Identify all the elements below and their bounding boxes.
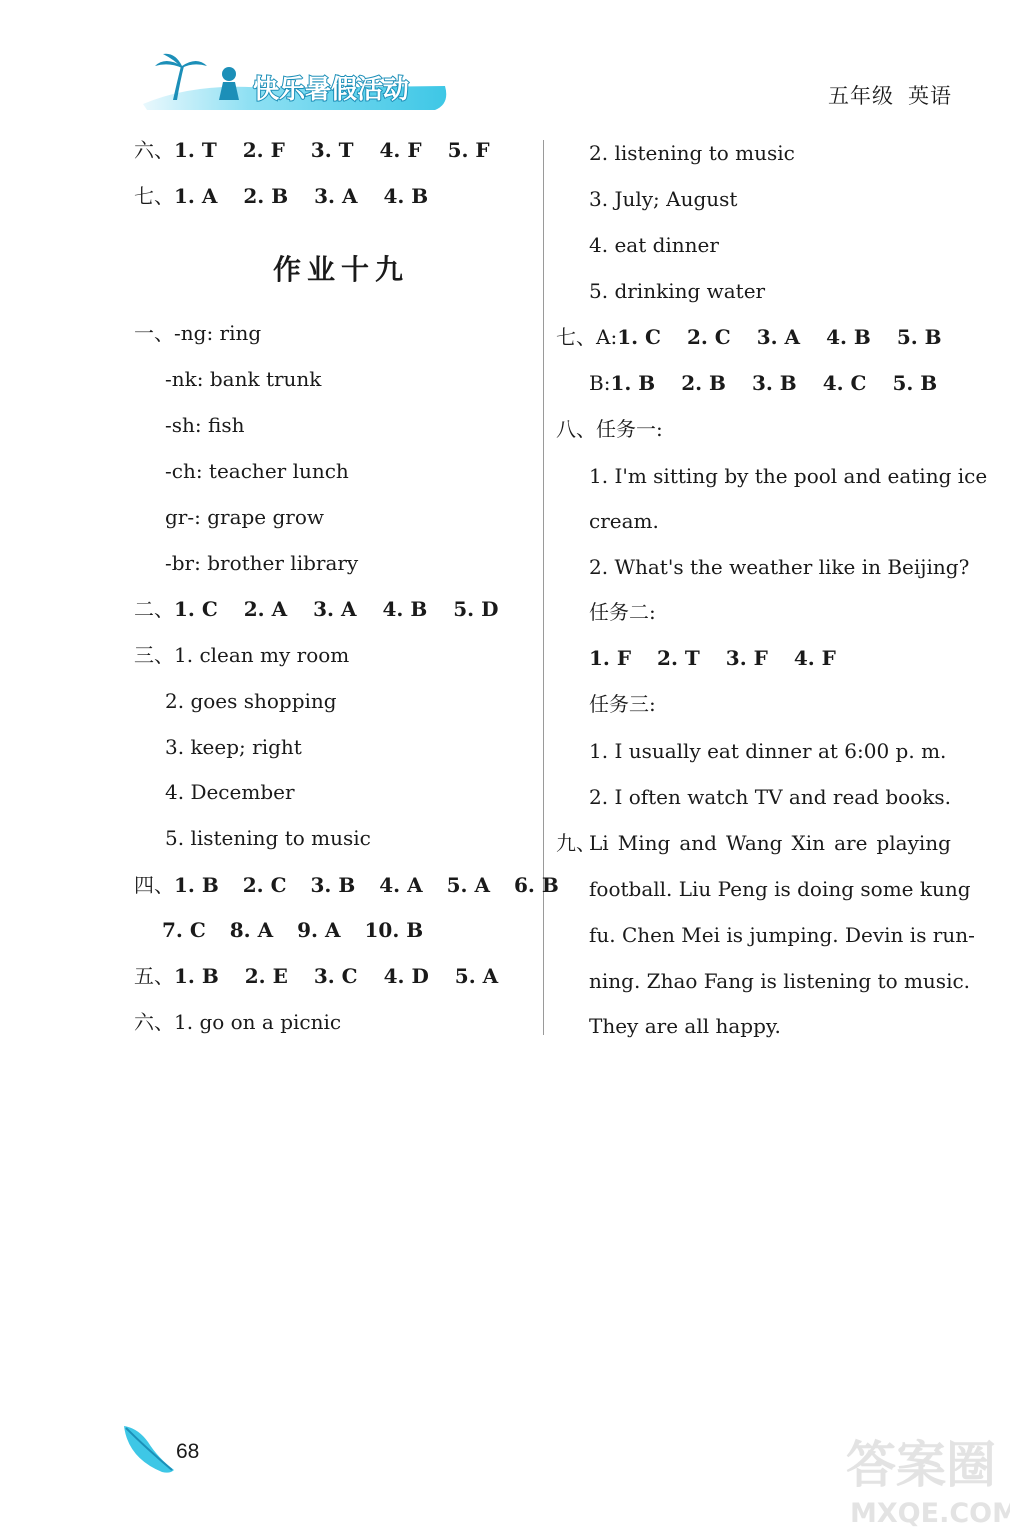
banner-art <box>135 52 450 112</box>
q6-answer-4: 4. eat dinner <box>589 233 719 257</box>
q6-first-answer: 六、1. go on a picnic <box>134 1010 342 1034</box>
q9-line-3: fu. Chen Mei is jumping. Devin is run- <box>589 923 975 947</box>
q8-task3-answer-2: 2. I often watch TV and read books. <box>589 785 951 809</box>
q7-part-b: B:1. B 2. B 3. B 4. C 5. B <box>589 371 938 395</box>
q1-line-6: -br: brother library <box>165 551 359 575</box>
q9-line-2: football. Liu Peng is doing some kung <box>589 877 971 901</box>
q6-answer-5: 5. drinking water <box>589 279 766 303</box>
q1-line-1: 一、-ng: ring <box>134 321 262 345</box>
q9-line-4: ning. Zhao Fang is listening to music. <box>589 969 971 993</box>
banner-title: 快乐暑假活动 <box>253 75 410 105</box>
header-banner <box>135 52 450 112</box>
q3-line-4: 4. December <box>165 780 295 804</box>
q1-line-3: -sh: fish <box>165 413 245 437</box>
q4-row-2: 7. C 8. A 9. A 10. B <box>162 918 424 942</box>
q1-line-5: gr-: grape grow <box>165 505 325 529</box>
grade-subject <box>828 80 952 110</box>
q3-line-5: 5. listening to music <box>165 826 371 850</box>
q8-task1-answer-2: 2. What's the weather like in Beijing? <box>589 555 970 579</box>
q9-label: 九、 <box>556 831 596 855</box>
q3-line-2: 2. goes shopping <box>165 689 337 713</box>
prev-q6-answers: 六、1. T 2. F 3. T 4. F 5. F <box>134 138 490 162</box>
watermark-logo <box>840 1420 1010 1530</box>
grade-label: 五年级 <box>828 84 894 108</box>
q5-answers: 五、1. B 2. E 3. C 4. D 5. A <box>134 964 499 988</box>
svg-text:MXQE.COM: MXQE.COM <box>850 1498 1010 1529</box>
page-number: 68 <box>176 1440 200 1463</box>
q8-task2-label: 任务二: <box>589 600 656 624</box>
subject-label: 英语 <box>908 84 952 108</box>
q1-line-2: -nk: bank trunk <box>165 367 322 391</box>
q8-task1-answer-1: 1. I'm sitting by the pool and eating ice <box>589 464 988 488</box>
column-divider <box>543 140 544 1035</box>
q8-task3-label: 任务三: <box>589 692 656 716</box>
q9-line-1: Li Ming and Wang Xin are playing <box>589 831 951 855</box>
q8-task1-answer-1-cont: cream. <box>589 509 659 533</box>
svg-text:答案圈: 答案圈 <box>846 1436 996 1494</box>
q3-line-3: 3. keep; right <box>165 735 302 759</box>
leaf-icon <box>118 1418 178 1478</box>
q6-answer-2: 2. listening to music <box>589 141 795 165</box>
child-figure-icon <box>219 67 239 100</box>
q9-line-5: They are all happy. <box>589 1014 781 1038</box>
section-title: 作业十九 <box>273 253 410 286</box>
q3-line-1: 三、1. clean my room <box>134 643 350 667</box>
q8-task2-answers: 1. F 2. T 3. F 4. F <box>589 646 836 670</box>
q8-task3-answer-1: 1. I usually eat dinner at 6:00 p. m. <box>589 739 947 763</box>
q4-row-1: 四、1. B 2. C 3. B 4. A 5. A 6. B <box>134 873 559 897</box>
q6-answer-3: 3. July; August <box>589 187 738 211</box>
q1-line-4: -ch: teacher lunch <box>165 459 349 483</box>
prev-q7-answers: 七、1. A 2. B 3. A 4. B <box>134 184 429 208</box>
q2-answers: 二、1. C 2. A 3. A 4. B 5. D <box>134 597 499 621</box>
q7-part-a: 七、A:1. C 2. C 3. A 4. B 5. B <box>556 325 942 349</box>
q8-task1-label: 八、任务一: <box>556 417 663 441</box>
